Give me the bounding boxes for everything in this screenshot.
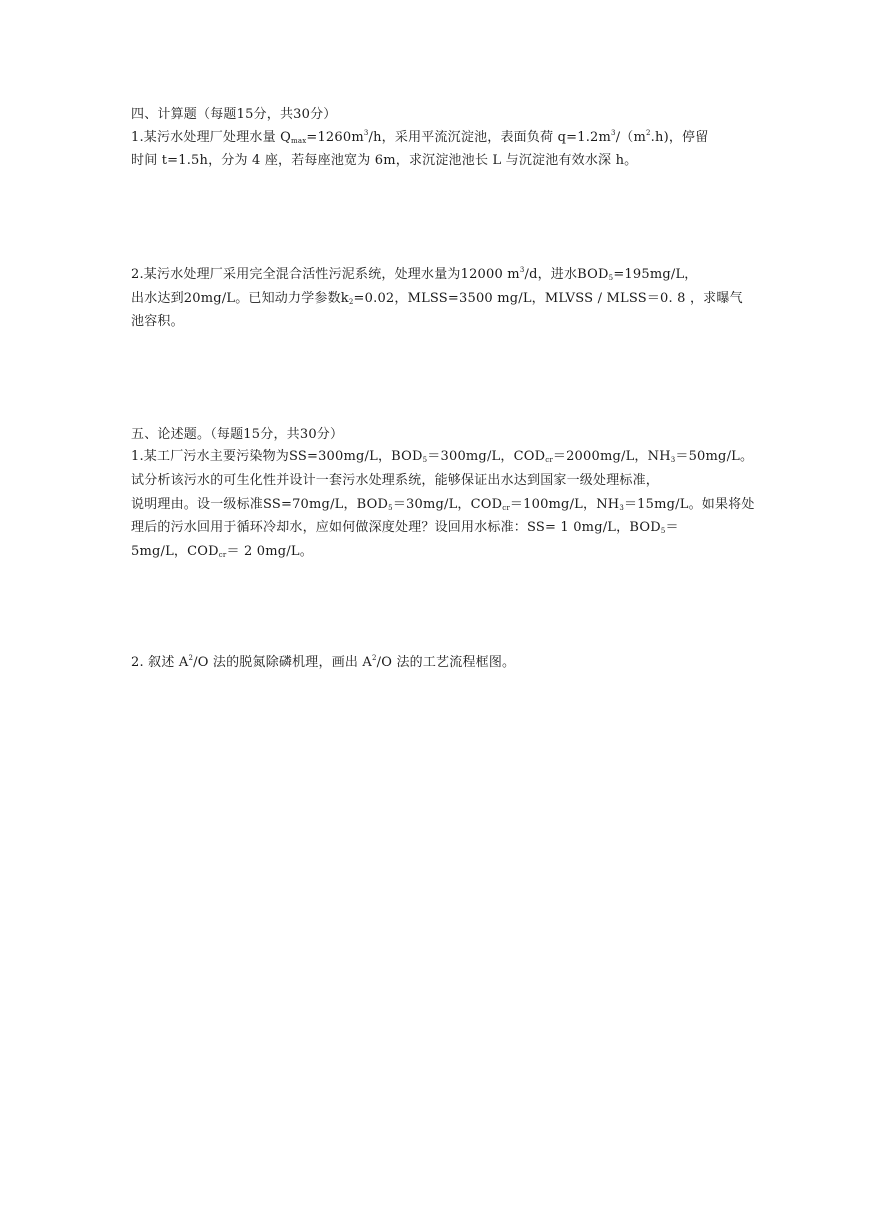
question-4-2-line-3: 池容积。: [131, 314, 184, 329]
question-5-1-line-5: 5mg/L，$COD_{cr}= 2$ 0mg/L。: [131, 544, 313, 559]
question-5-1-line-4: 理后的污水回用于循环冷却水，应如何做深度处理？设回用水标准：SS= 1 0mg/L，$BOD_5=$: [131, 520, 679, 535]
section-4-heading: 四、计算题（每题15分，共30分）: [131, 107, 337, 122]
question-4-1-line-2: 时间 t=1.5h，分为 4 座，若每座池宽为 6m，求沉淀池池长 L 与沉淀池有效水深 h。: [131, 153, 638, 168]
question-4-2-line-1: 2.某污水处理厂采用完全混合活性污泥系统，处理水量为12000 $m^3/d$，进水$BOD_5=195mg/L$，: [131, 266, 698, 282]
question-5-1-line-2: 试分析该污水的可生化性并设计一套污水处理系统，能够保证出水达到国家一级处理标准，: [131, 473, 660, 488]
section-5-heading: 五、论述题。（每题15分，共30分）: [131, 427, 344, 442]
question-4-1-line-1: 1.某污水处理厂处理水量 $Q_{max}=1260m^3/h$，采用平流沉淀池，表面负荷 $q=1.2m^3/(m^2.h)$，停留: [131, 129, 709, 145]
question-5-2-line-1: 2. 叙述 $A^2/O$ 法的脱氮除磷机理，画出 $A^2/O$ 法的工艺流程框图。: [131, 654, 516, 670]
question-5-1-line-3: 说明理由。设一级标准SS=70mg/L，$BOD_5=30mg/L$，$COD_{cr}=100mg/L$，$NH_3=15mg/L$。如果将处: [131, 497, 755, 512]
question-4-2-line-2: 出水达到20mg/L。已知动力学参数$k_2=0.02$，MLSS=3500 mg/L，MLVSS / MLSS＝0. 8 ，求曝气: [131, 291, 743, 306]
question-5-1-line-1: 1.某工厂污水主要污染物为SS=300mg/L，$BOD_5=300mg/L$，$COD_{cr}=2000mg/L$，$NH_3=50mg/L$。: [131, 449, 754, 464]
